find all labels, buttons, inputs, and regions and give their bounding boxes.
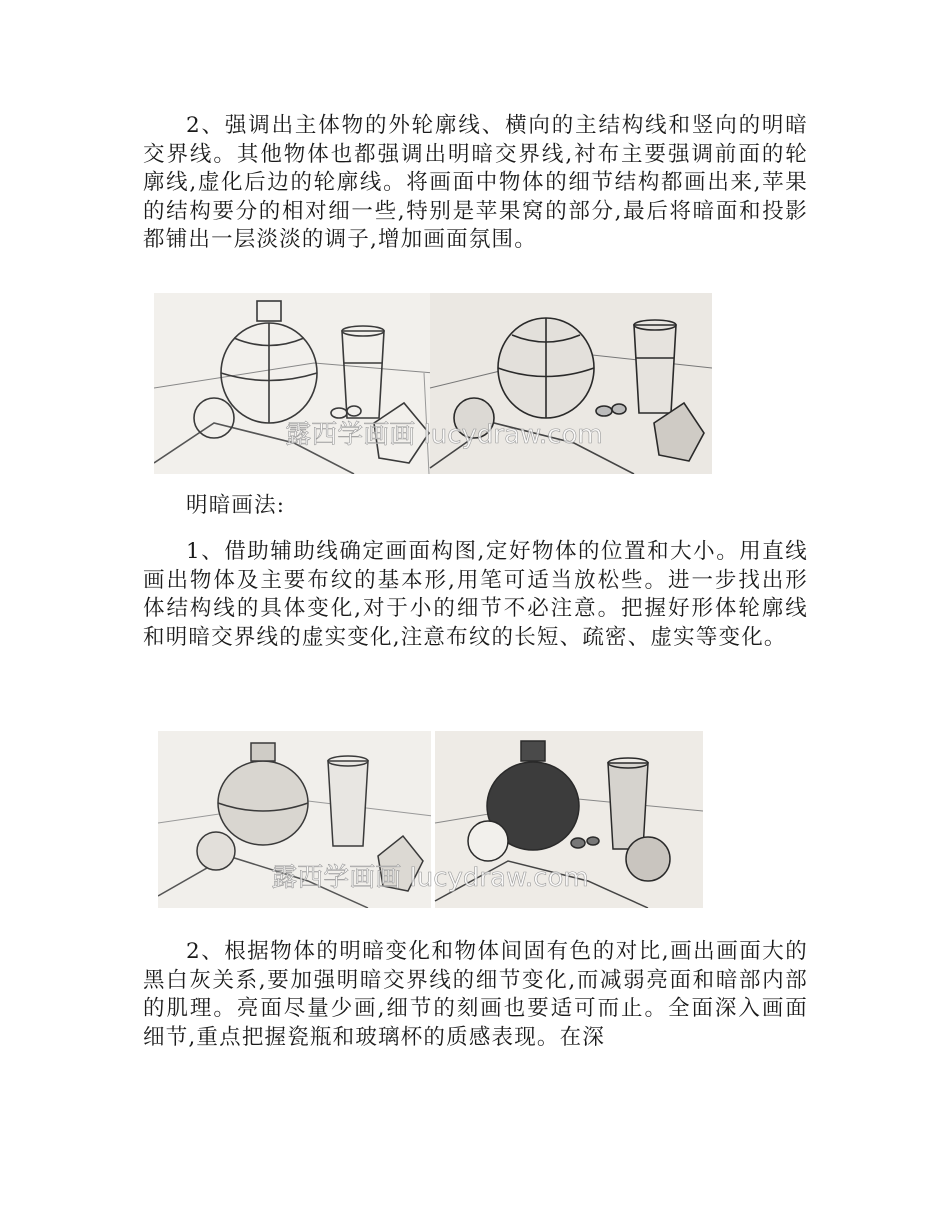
figure-structure-sketches <box>154 293 712 474</box>
watermark: 露西学画画 lucydraw.com <box>285 420 603 450</box>
paragraph-step-1-composition: 1、借助辅助线确定画面构图,定好物体的位置和大小。用直线画出物体及主要布纹的基本形,用笔可适当放松些。进一步找出形体结构线的具体变化,对于小的细节不必注意。把握好形体轮廓线和明暗交界线的虚实变化,注意布纹的长短、疏密、虚实等变化。 <box>143 539 808 650</box>
figure-shading-sketches <box>158 731 703 908</box>
section-heading-shading-method: 明暗画法: <box>186 493 286 518</box>
watermark: 露西学画画 lucydraw.com <box>271 863 589 893</box>
sketch-illustration <box>158 731 703 908</box>
paragraph-step-2-light-dark: 2、根据物体的明暗变化和物体间固有色的对比,画出画面大的黑白灰关系,要加强明暗交界线的细节变化,而减弱亮面和暗部内部的肌理。亮面尽量少画,细节的刻画也要适可而止。全面深入画面细节,重点把握瓷瓶和玻璃杯的质感表现。在深 <box>143 939 808 1050</box>
paragraph-step-2-structure: 2、强调出主体物的外轮廓线、横向的主结构线和竖向的明暗交界线。其他物体也都强调出明暗交界线,衬布主要强调前面的轮廓线,虚化后边的轮廓线。将画面中物体的细节结构都画出来,苹果的结构要分的相对细一些,特别是苹果窝的部分,最后将暗面和投影都铺出一层淡淡的调子,增加画面氛围。 <box>143 113 808 252</box>
sketch-illustration <box>154 293 712 474</box>
